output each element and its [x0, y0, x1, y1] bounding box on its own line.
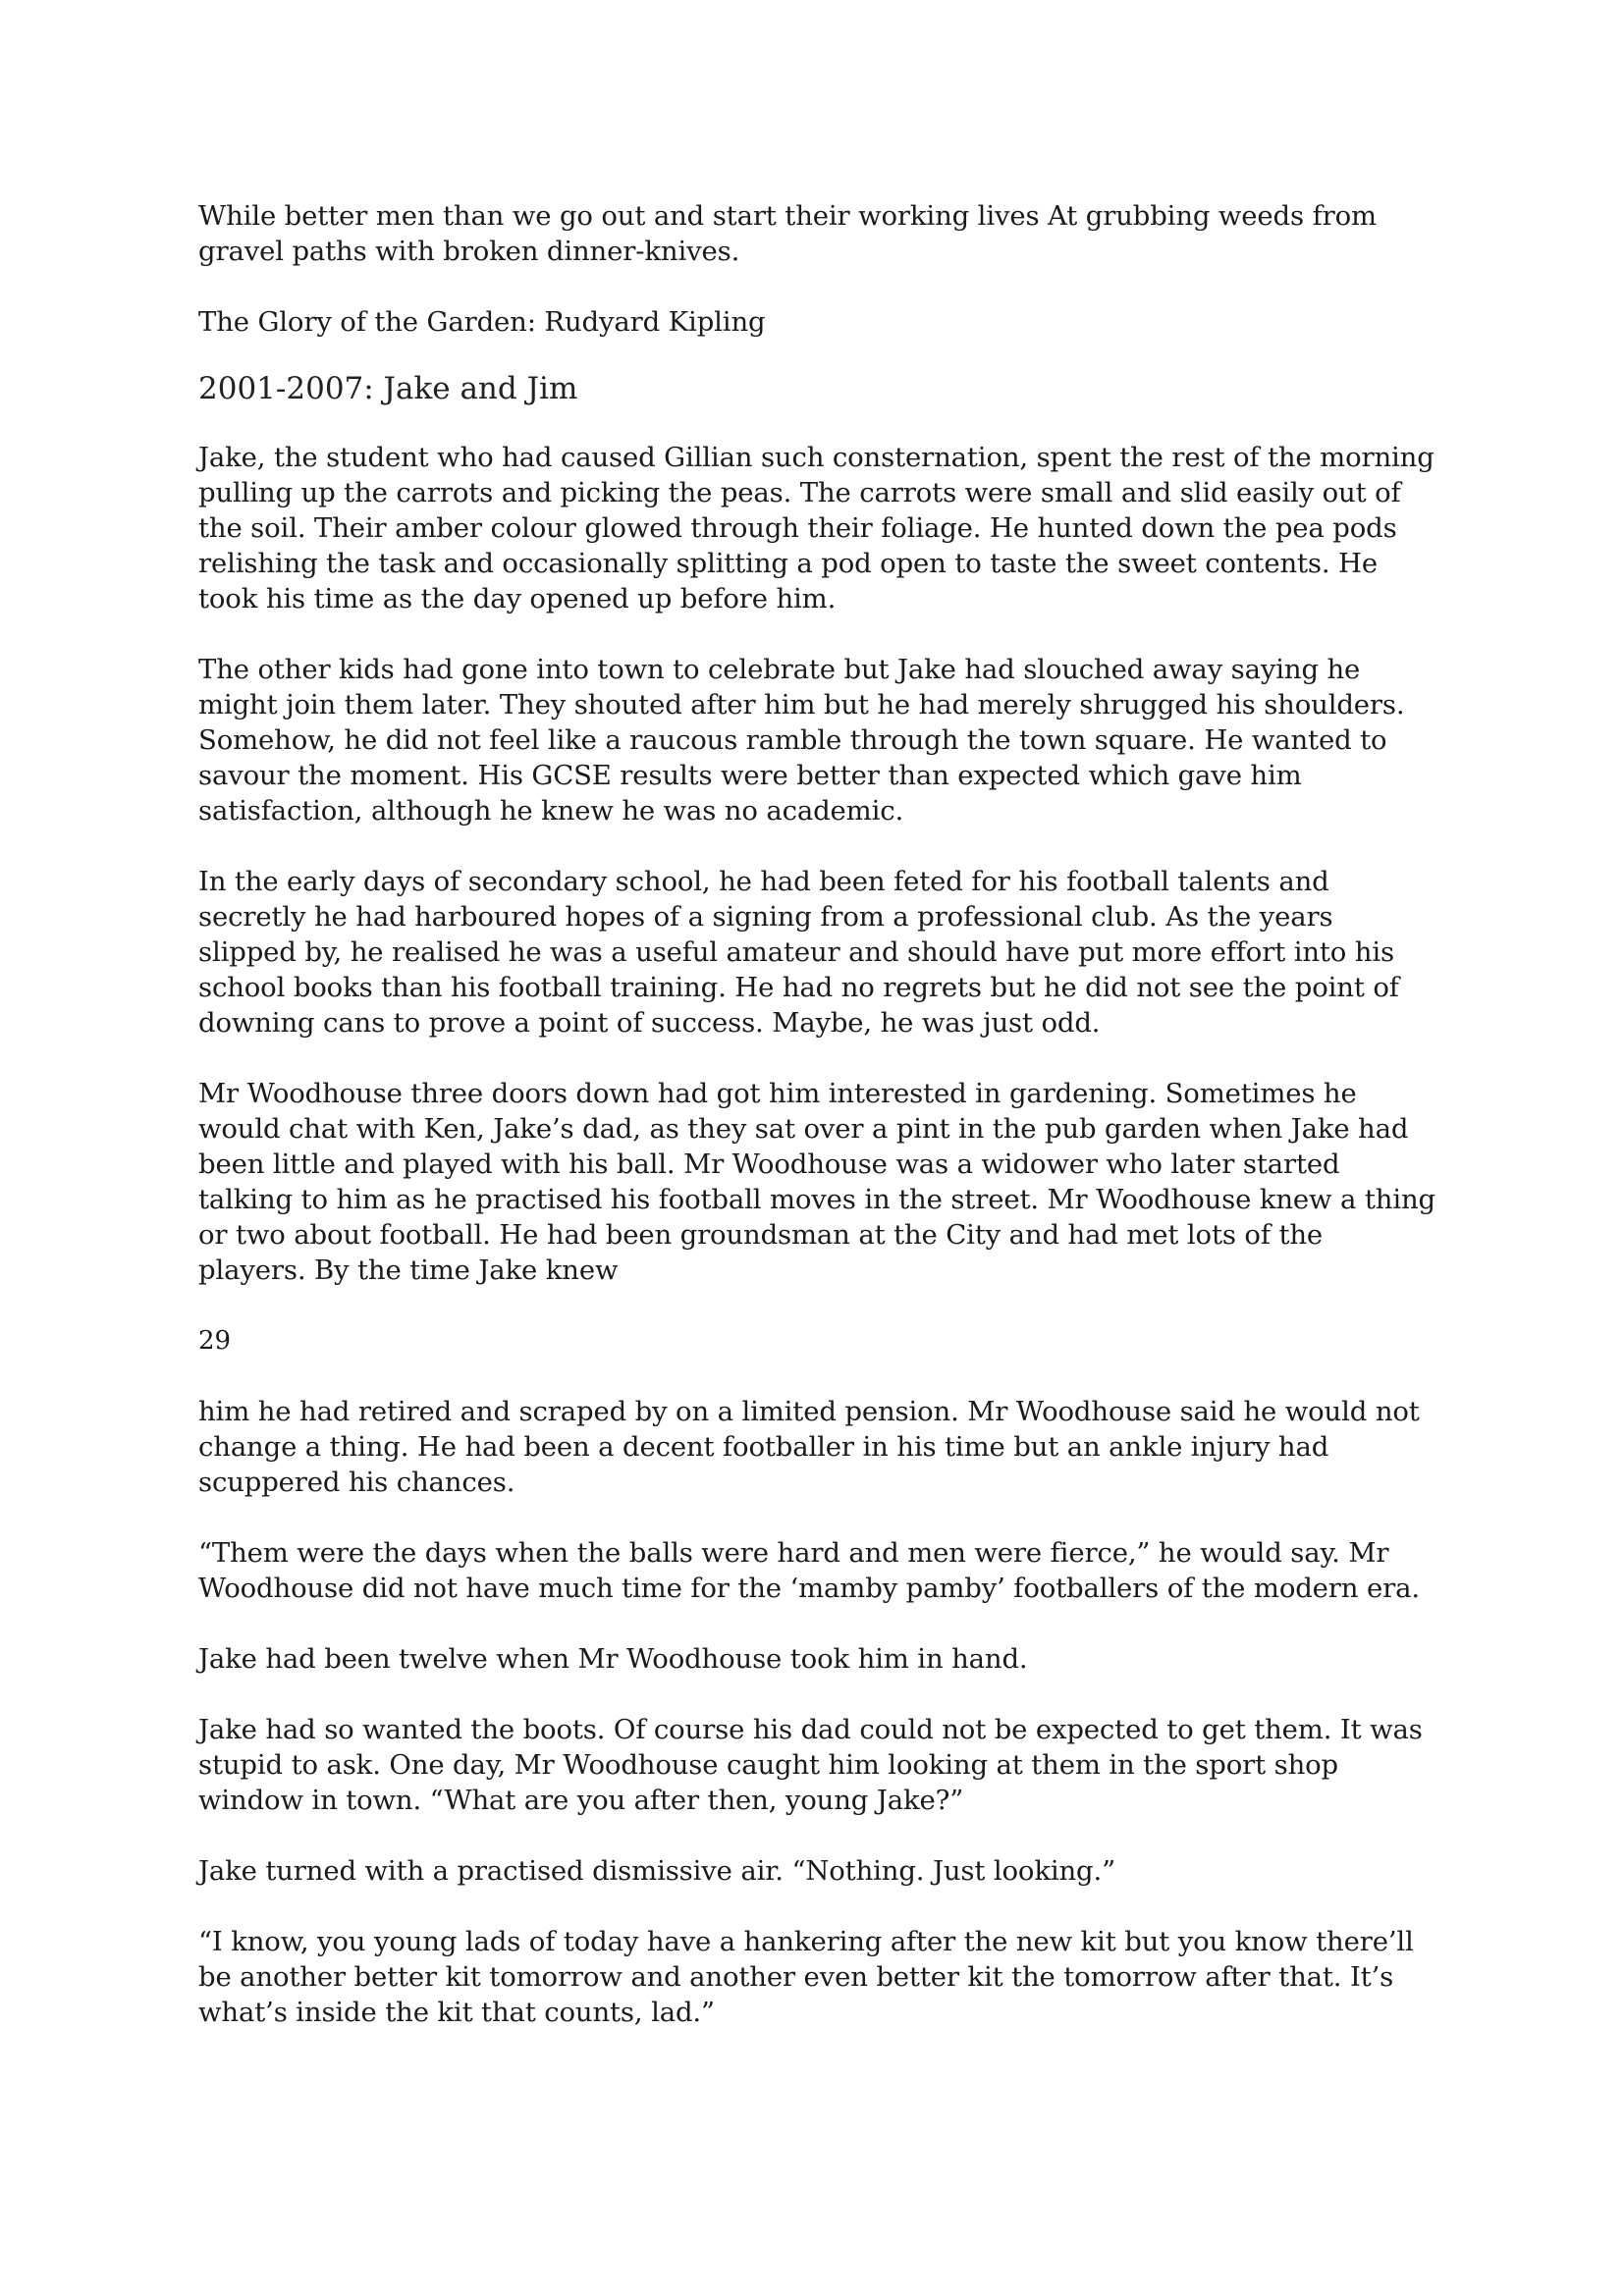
paragraph: Jake, the student who had caused Gillian such consternation, spent the rest of the morning pulling up the carrots and picking the peas. The carrots were small and slid easily out of the soil. Their amber colour glowed through their foliage. He hunted down the pea pods relishing the task and occasionally splitting a pod open to taste the sweet contents. He took his time as the day opened up before him.: [198, 442, 1435, 614]
paragraph: In the early days of secondary school, he had been feted for his football talents and secretly he had harboured hopes of a signing from a professional club. As the years slipped by, he realised he was a useful amateur and should have put more effort into his school books than his football training. He had no regrets but he did not see the point of downing cans to prove a point of success. Maybe, he was just odd.: [198, 866, 1399, 1039]
paragraph: “Them were the days when the balls were hard and men were fierce,” he would say. Mr Woodhouse did not have much time for the ‘mamby pamby’ footballers of the modern era.: [198, 1537, 1420, 1604]
epigraph-lines: While better men than we go out and start their working lives At grubbing weeds from gravel paths with broken dinner-knives.: [198, 200, 1377, 267]
paragraph: The other kids had gone into town to celebrate but Jake had slouched away saying he might join them later. They shouted after him but he had merely shrugged his shoulders. Somehow, he did not feel like a raucous ramble through the town square. He wanted to savour the moment. His GCSE results were better than expected which gave him satisfaction, although he knew he was no academic.: [198, 654, 1405, 827]
paragraph: Mr Woodhouse three doors down had got him interested in gardening. Sometimes he would chat with Ken, Jake’s dad, as they sat over a pint in the pub garden when Jake had been little and played with his ball. Mr Woodhouse was a widower who later started talking to him as he practised his football moves in the street. Mr Woodhouse knew a thing or two about football. He had been groundsman at the City and had met lots of the players. By the time Jake knew: [198, 1078, 1435, 1286]
page-number: 29: [198, 1326, 232, 1356]
page-body: [198, 198, 1437, 2030]
paragraph: Jake had so wanted the boots. Of course his dad could not be expected to get them. It was stupid to ask. One day, Mr Woodhouse caught him looking at them in the sport shop window in town. “What are you after then, young Jake?”: [198, 1714, 1423, 1816]
paragraph: “I know, you young lads of today have a hankering after the new kit but you know there’ll be another better kit tomorrow and another even better kit the tomorrow after that. It’s what’s inside the kit that counts, lad.”: [198, 1926, 1414, 2028]
chapter-heading: 2001-2007: Jake and Jim: [198, 371, 578, 406]
paragraph: Jake had been twelve when Mr Woodhouse took him in hand.: [198, 1643, 1028, 1675]
paragraph: him he had retired and scraped by on a limited pension. Mr Woodhouse said he would not change a thing. He had been a decent footballer in his time but an ankle injury had scuppered his chances.: [198, 1396, 1420, 1498]
paragraph: Jake turned with a practised dismissive air. “Nothing. Just looking.”: [198, 1855, 1115, 1887]
epigraph-attribution: The Glory of the Garden: Rudyard Kipling: [198, 306, 766, 338]
